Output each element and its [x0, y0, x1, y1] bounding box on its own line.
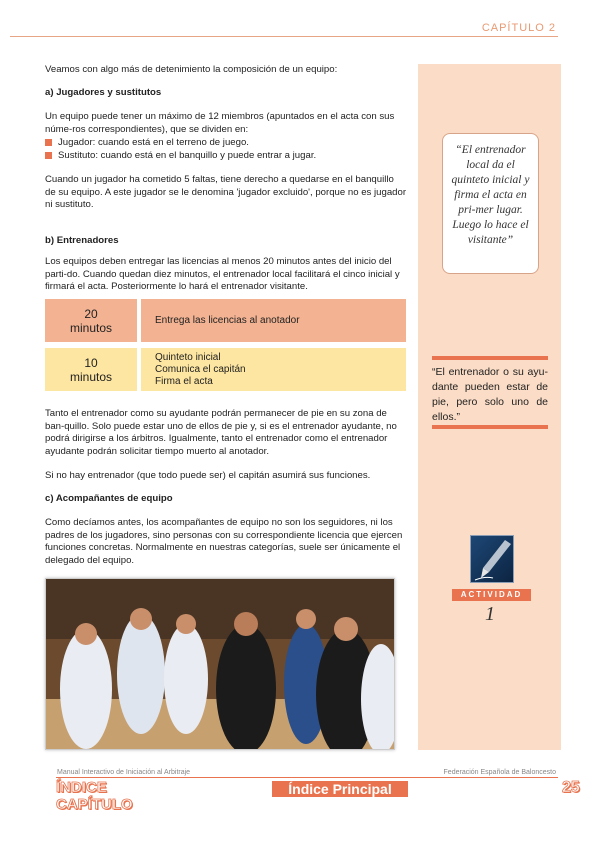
footer-divider: [56, 777, 558, 778]
team-photo: [45, 578, 395, 750]
note-bottom-rule: [432, 425, 548, 429]
intro-text: Veamos con algo más de detenimiento la composición de un equipo:: [45, 64, 338, 75]
list-item: Jugador: cuando está en el terreno de juego.: [45, 137, 407, 150]
table-row: [45, 299, 406, 342]
section-b-title: b) Entrenadores: [45, 235, 119, 246]
activity-label[interactable]: ACTIVIDAD: [452, 589, 531, 601]
captain-paragraph: Si no hay entrenador (que todo puede ser) el capitán asumirá sus funciones.: [45, 470, 371, 481]
sidebar-quote: “El entrenador local da el quinteto inicial y firma el acta en pri-mer lugar. Luego lo hace el visitante”: [442, 133, 539, 274]
excluded-player-paragraph: Cuando un jugador ha cometido 5 faltas, tiene derecho a quedarse en el banquillo de su equipo. A este jugador se le denomina 'jugador excluido', porque no es jugador ni sustituto.: [45, 174, 407, 211]
time-cell: 10 minutos: [45, 348, 137, 391]
player-type-list: [45, 137, 407, 162]
bench-paragraph: Tanto el entrenador como su ayudante podrán permanecer de pie en su zona de ban-quillo. Solo puede estar uno de ellos de pie y, si es el entrenador ayudante, no podrá dirigirse a los árbitros. Igualmente, tanto el entrenador como el entrenador ayudante podrán solicitar tiempo muerto al anotador.: [45, 408, 397, 457]
table-row: [45, 348, 406, 391]
time-cell: 20 minutos: [45, 299, 137, 342]
page-number: 25: [562, 779, 580, 796]
section-b-paragraph: Los equipos deben entregar las licencias al menos 20 minutos antes del inicio del parti-do. Cuando quedan diez minutos, el entrenador local facilitará el cinco inicial y firmará el acta. Posteriormente lo hará el entrenador visitante.: [45, 256, 400, 293]
section-a-paragraph: Un equipo puede tener un máximo de 12 miembros (apuntados en el acta con sus núme-ros correspondientes), que se dividen en:: [45, 111, 395, 135]
note-top-rule: [432, 356, 548, 360]
list-item: Sustituto: cuando está en el banquillo y puede entrar a jugar.: [45, 150, 407, 163]
footer-manual-title: Manual Interactivo de Iniciación al Arbitraje: [57, 769, 191, 776]
footer-federation: Federación Española de Baloncesto: [443, 769, 556, 776]
chapter-index-link[interactable]: ÍNDICE CAPÍTULO: [56, 779, 133, 813]
actions-cell: Quinteto inicial Comunica el capitán Firma el acta: [141, 348, 406, 391]
section-a-title: a) Jugadores y sustitutos: [45, 87, 162, 98]
section-c-title: c) Acompañantes de equipo: [45, 493, 173, 504]
actions-cell: Entrega las licencias al anotador: [141, 299, 406, 342]
sidebar-note: “El entrenador o su ayu-dante pueden estar de pie, pero solo uno de ellos.”: [432, 366, 548, 423]
main-index-button[interactable]: Índice Principal: [272, 781, 408, 797]
chapter-label: CAPÍTULO 2: [481, 22, 556, 34]
activity-number: 1: [485, 603, 495, 625]
header-divider: [10, 36, 558, 37]
pen-icon[interactable]: [470, 535, 514, 583]
section-c-paragraph: Como decíamos antes, los acompañantes de equipo no son los seguidores, ni los padres de los jugadores, sino personas con su correspondiente licencia que ejercen funciones concretas. Normalmente en nuestras categorías, suele ser únicamente el delegado del equipo.: [45, 517, 403, 566]
